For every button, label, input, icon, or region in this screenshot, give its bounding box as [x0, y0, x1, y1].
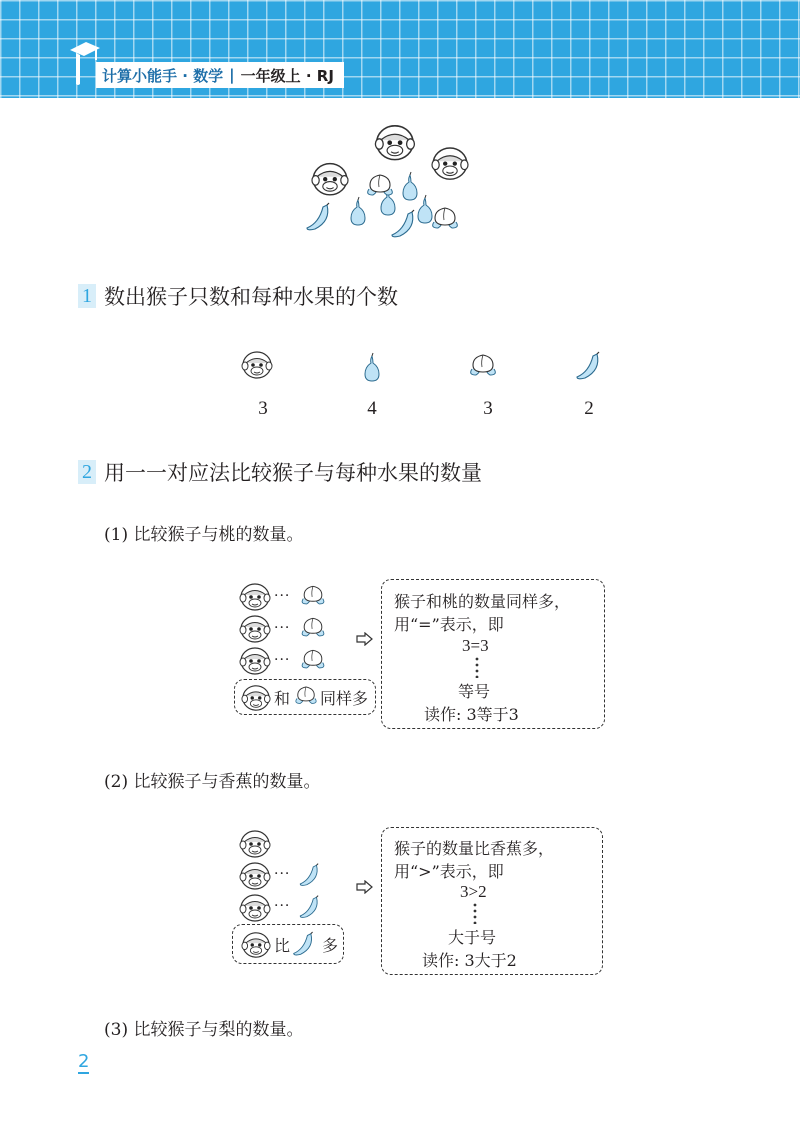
grade-label: 一年级上 · RJ [240, 66, 334, 85]
summary-and-text: 和 [274, 689, 291, 708]
book-title: 计算小能手 · 数学 [102, 66, 224, 85]
monkey-icon [238, 859, 272, 891]
section-1-heading [78, 281, 398, 311]
peach-icon [298, 584, 328, 608]
section-1-number: 1 [78, 284, 96, 308]
part-2-box-line-2: 用“>”表示，即 [394, 862, 504, 881]
part-1-expression: 3=3 [462, 636, 489, 655]
part-2-sign-name: 大于号 [448, 928, 497, 947]
monkey-icon [238, 827, 272, 859]
summary-more-text: 多 [322, 936, 339, 955]
monkey-icon [238, 891, 272, 923]
right-arrow-icon [356, 880, 374, 894]
monkey-icon [238, 580, 272, 612]
part-1-sign-name: 等号 [458, 682, 491, 701]
dotted-connector: ··· [274, 588, 291, 604]
banana-count: 2 [584, 398, 594, 419]
part-1-reading: 读作: 3等于3 [424, 705, 519, 724]
summary-than-text: 比 [274, 936, 291, 955]
peach-icon [292, 684, 320, 708]
peach-icon [298, 616, 328, 640]
part-2-box-line-1: 猴子的数量比香蕉多， [394, 839, 555, 858]
part-1-box-line-2: 用“=”表示，即 [394, 615, 504, 634]
section-2-number: 2 [78, 460, 96, 484]
monkey-count: 3 [258, 398, 268, 419]
part-2-reading: 读作: 3大于2 [422, 951, 517, 970]
dotted-connector: ··· [274, 652, 291, 668]
banana-icon [298, 862, 322, 888]
book-title-bar [96, 62, 344, 88]
peach-icon [298, 648, 328, 672]
dotted-pointer [474, 656, 480, 678]
monkeys-with-fruit-illustration [300, 118, 500, 242]
summary-same-text: 同样多 [320, 689, 369, 708]
pear-count: 4 [367, 398, 377, 419]
monkey-icon [240, 348, 274, 382]
page-number: 2 [78, 1051, 90, 1072]
section-1-title: 数出猴子只数和每种水果的个数 [104, 285, 398, 309]
banana-icon [574, 350, 604, 382]
peach-icon [466, 352, 500, 380]
part-2-heading: (2) 比较猴子与香蕉的数量。 [104, 772, 321, 792]
right-arrow-icon [356, 632, 374, 646]
part-2-expression: 3>2 [460, 882, 487, 901]
part-3-heading: (3) 比较猴子与梨的数量。 [104, 1020, 304, 1040]
part-1-box-line-1: 猴子和桃的数量同样多， [394, 592, 571, 611]
section-2-heading [78, 457, 482, 487]
dotted-pointer [472, 902, 478, 924]
part-1-heading: (1) 比较猴子与桃的数量。 [104, 525, 304, 545]
pear-icon [361, 352, 383, 384]
banana-icon [298, 894, 322, 920]
dotted-connector: ··· [274, 620, 291, 636]
title-separator: | [229, 66, 235, 84]
monkey-icon [238, 644, 272, 676]
monkey-icon [240, 929, 272, 959]
section-2-title: 用一一对应法比较猴子与每种水果的数量 [104, 461, 482, 485]
peach-count: 3 [483, 398, 493, 419]
monkey-icon [238, 612, 272, 644]
page-header [0, 0, 800, 98]
dotted-connector: ··· [274, 866, 291, 882]
monkey-icon [240, 682, 272, 712]
dotted-connector: ··· [274, 898, 291, 914]
banana-icon [292, 930, 316, 958]
